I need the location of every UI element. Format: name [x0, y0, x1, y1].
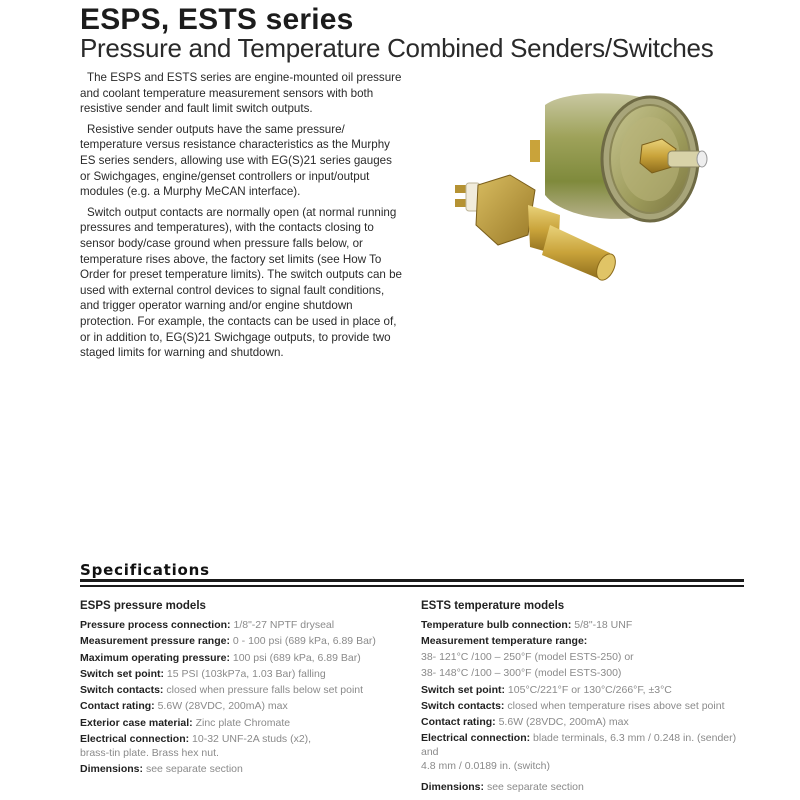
- spec-row: [421, 780, 751, 796]
- product-photo: [410, 75, 730, 305]
- spec-row: [421, 634, 751, 682]
- spec-value: closed when temperature rises above set point: [507, 699, 725, 712]
- spec-value-cont: 38- 148°C /100 – 300°F (model ESTS-300): [421, 667, 622, 680]
- spec-row: [421, 699, 751, 715]
- spec-row: [421, 731, 751, 775]
- intro-paragraph: Resistive sender outputs have the same pressure/ temperature versus resistance characteristics as the Murphy ES series senders, allowing use with EG(S)21 series gauges or Swichgages, engine/genset controllers or input/output modules (e.g. a Murphy MeCAN interface).: [80, 122, 392, 199]
- spec-row: [80, 618, 410, 634]
- spec-row: [421, 618, 751, 634]
- spec-label: Switch set point:: [80, 667, 164, 680]
- spec-label: Dimensions:: [80, 763, 144, 776]
- heading-rule-thin: [80, 585, 744, 587]
- spec-label: Pressure process connection:: [80, 619, 231, 631]
- page-title: ESPS, ESTS series: [80, 3, 354, 36]
- spec-label: Measurement temperature range:: [421, 635, 588, 648]
- spec-label: Contact rating:: [80, 700, 155, 713]
- spec-value-cont: 38- 121°C /100 – 250°F (model ESTS-250) or: [421, 651, 634, 664]
- spec-label: Electrical connection:: [421, 732, 531, 745]
- page-subtitle: Pressure and Temperature Combined Senders/Switches: [80, 33, 714, 63]
- spec-row: [80, 716, 410, 732]
- spec-value: blade terminals, 6.3 mm / 0.248 in. (sender) and: [421, 732, 737, 759]
- spec-row: [80, 651, 410, 667]
- spec-row: [80, 699, 410, 715]
- spec-label: Switch contacts:: [421, 699, 505, 712]
- spec-row: [80, 683, 410, 699]
- intro-paragraph: Switch output contacts are normally open (at normal running pressures and temperatures), with the contacts closing to sensor body/case ground when pressure falls below, or temperature rises above, the factory set limits (see How To Order for preset temperature limits). The switch outputs can be used with external control devices to signal fault conditions, and trigger operator warning and/or engine shutdown protection. For example, the contacts can be used in place of, or in addition to, EG(S)21 Swichgage outputs, to provide two staged limits for warning and shutdown.: [80, 205, 402, 360]
- spec-value: 5.6W (28VDC, 200mA) max: [157, 700, 288, 713]
- ests-spec-column: [421, 598, 751, 796]
- spec-value: closed when pressure falls below set point: [166, 684, 364, 697]
- spec-label: Exterior case material:: [80, 716, 193, 729]
- spec-value: see separate section: [486, 780, 584, 793]
- heading-rule-thick: [80, 579, 744, 582]
- spec-value: see separate section: [145, 763, 243, 776]
- spec-value: 1/8"-27 NPTF dryseal: [233, 619, 335, 631]
- spec-row: [80, 634, 410, 650]
- spec-row: [80, 732, 410, 762]
- spec-label: Switch contacts:: [80, 684, 164, 697]
- ests-heading: ESTS temperature models: [421, 600, 565, 612]
- spec-value: 10-32 UNF-2A studs (x2),: [192, 733, 312, 746]
- spec-value: Zinc plate Chromate: [195, 716, 291, 729]
- spec-value: 100 psi (689 kPa, 6.89 Bar): [232, 651, 361, 664]
- spec-value: 0 - 100 psi (689 kPa, 6.89 Bar): [232, 635, 376, 648]
- esps-spec-column: [80, 598, 410, 779]
- spec-label: Dimensions:: [421, 780, 485, 793]
- intro-text: [80, 70, 405, 366]
- spec-label: Electrical connection:: [80, 733, 190, 746]
- spec-row: [80, 762, 410, 778]
- spec-row: [421, 715, 751, 731]
- spec-label: Temperature bulb connection:: [421, 619, 572, 631]
- spec-value-cont: brass-tin plate. Brass hex nut.: [80, 747, 219, 760]
- spec-label: Maximum operating pressure:: [80, 651, 230, 664]
- intro-paragraph: The ESPS and ESTS series are engine-mounted oil pressure and coolant temperature measurement sensors with both resistive sender and fault limit switch outputs.: [80, 71, 402, 116]
- sender-image-icon: [410, 75, 730, 305]
- spec-value: 105°C/221°F or 130°C/266°F, ±3°C: [507, 683, 672, 696]
- specifications-heading: Specifications: [80, 561, 210, 579]
- spec-row: [421, 683, 751, 699]
- spec-value: 15 PSI (103kP7a, 1.03 Bar) falling: [166, 667, 326, 680]
- spec-row: [80, 667, 410, 683]
- spec-label: Measurement pressure range:: [80, 635, 230, 648]
- spec-label: Switch set point:: [421, 683, 505, 696]
- esps-heading: ESPS pressure models: [80, 600, 206, 612]
- spec-value: 5/8"-18 UNF: [574, 619, 633, 631]
- spec-value: 5.6W (28VDC, 200mA) max: [498, 716, 629, 729]
- spec-label: Contact rating:: [421, 716, 496, 729]
- spec-value-cont: 4.8 mm / 0.0189 in. (switch): [421, 760, 550, 773]
